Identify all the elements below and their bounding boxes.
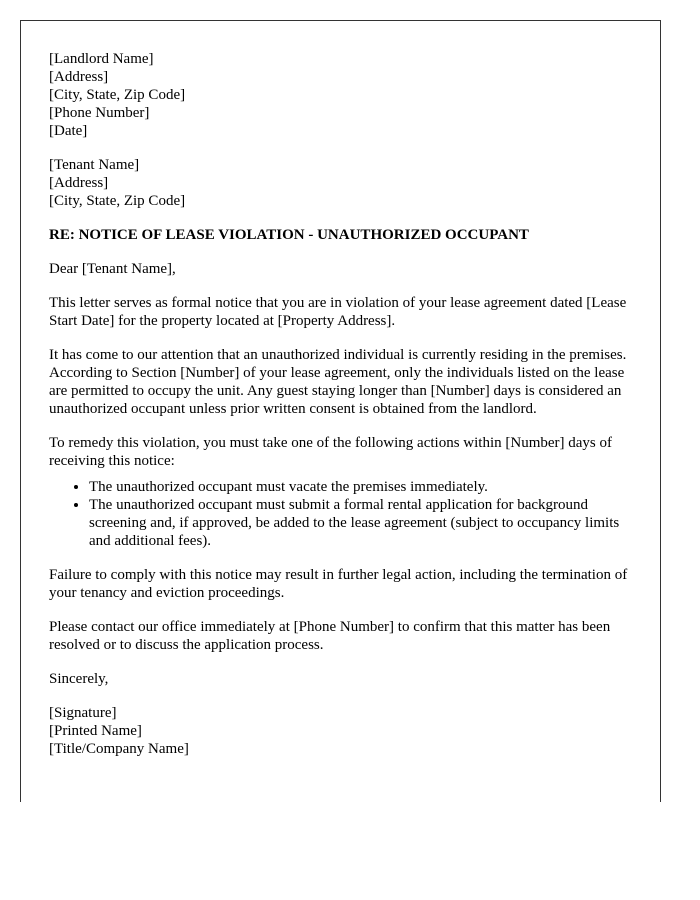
action-list-item: • The unauthorized occupant must vacate the premises immediately.	[89, 478, 632, 496]
salutation: Dear [Tenant Name],	[49, 261, 176, 277]
action-list-item: • The unauthorized occupant must submit a formal rental application for background screening and, if approved, be added to the lease agreement (subject to occupancy limits and additional fees).	[89, 496, 632, 550]
sender-name: [Landlord Name]	[49, 51, 154, 67]
recipient-city-state-zip: [City, State, Zip Code]	[49, 193, 186, 209]
sender-address: [Address]	[49, 69, 109, 85]
recipient-block	[49, 156, 632, 210]
letter-date: [Date]	[49, 123, 88, 139]
signature: [Signature]	[49, 705, 117, 721]
sender-block	[49, 50, 632, 140]
recipient-address: [Address]	[49, 175, 109, 191]
letter-page	[20, 20, 661, 802]
recipient-name: [Tenant Name]	[49, 157, 140, 173]
signature-block	[49, 704, 632, 758]
signoff: Sincerely,	[49, 671, 109, 687]
action-list	[49, 478, 632, 550]
title-company: [Title/Company Name]	[49, 741, 189, 757]
consequence-paragraph: Failure to comply with this notice may result in further legal action, including the termination of your tenancy and eviction proceedings.	[49, 567, 628, 601]
sender-phone: [Phone Number]	[49, 105, 150, 121]
details-paragraph: It has come to our attention that an unauthorized individual is currently residing in the premises. According to Section [Number] of your lease agreement, only the individuals listed on the lease are permitted to occupy the unit. Any guest staying longer than [Number] days is considered an unauthorized occupant unless prior written consent is obtained from the landlord.	[49, 347, 627, 417]
intro-paragraph: This letter serves as formal notice that you are in violation of your lease agreement dated [Lease Start Date] for the property located at [Property Address].	[49, 295, 627, 329]
sender-city-state-zip: [City, State, Zip Code]	[49, 87, 186, 103]
printed-name: [Printed Name]	[49, 723, 142, 739]
subject-line: RE: NOTICE OF LEASE VIOLATION - UNAUTHORIZED OCCUPANT	[49, 227, 529, 243]
remedy-paragraph: To remedy this violation, you must take one of the following actions within [Number] days of receiving this notice:	[49, 435, 613, 469]
contact-paragraph: Please contact our office immediately at [Phone Number] to confirm that this matter has been resolved or to discuss the application process.	[49, 619, 611, 653]
